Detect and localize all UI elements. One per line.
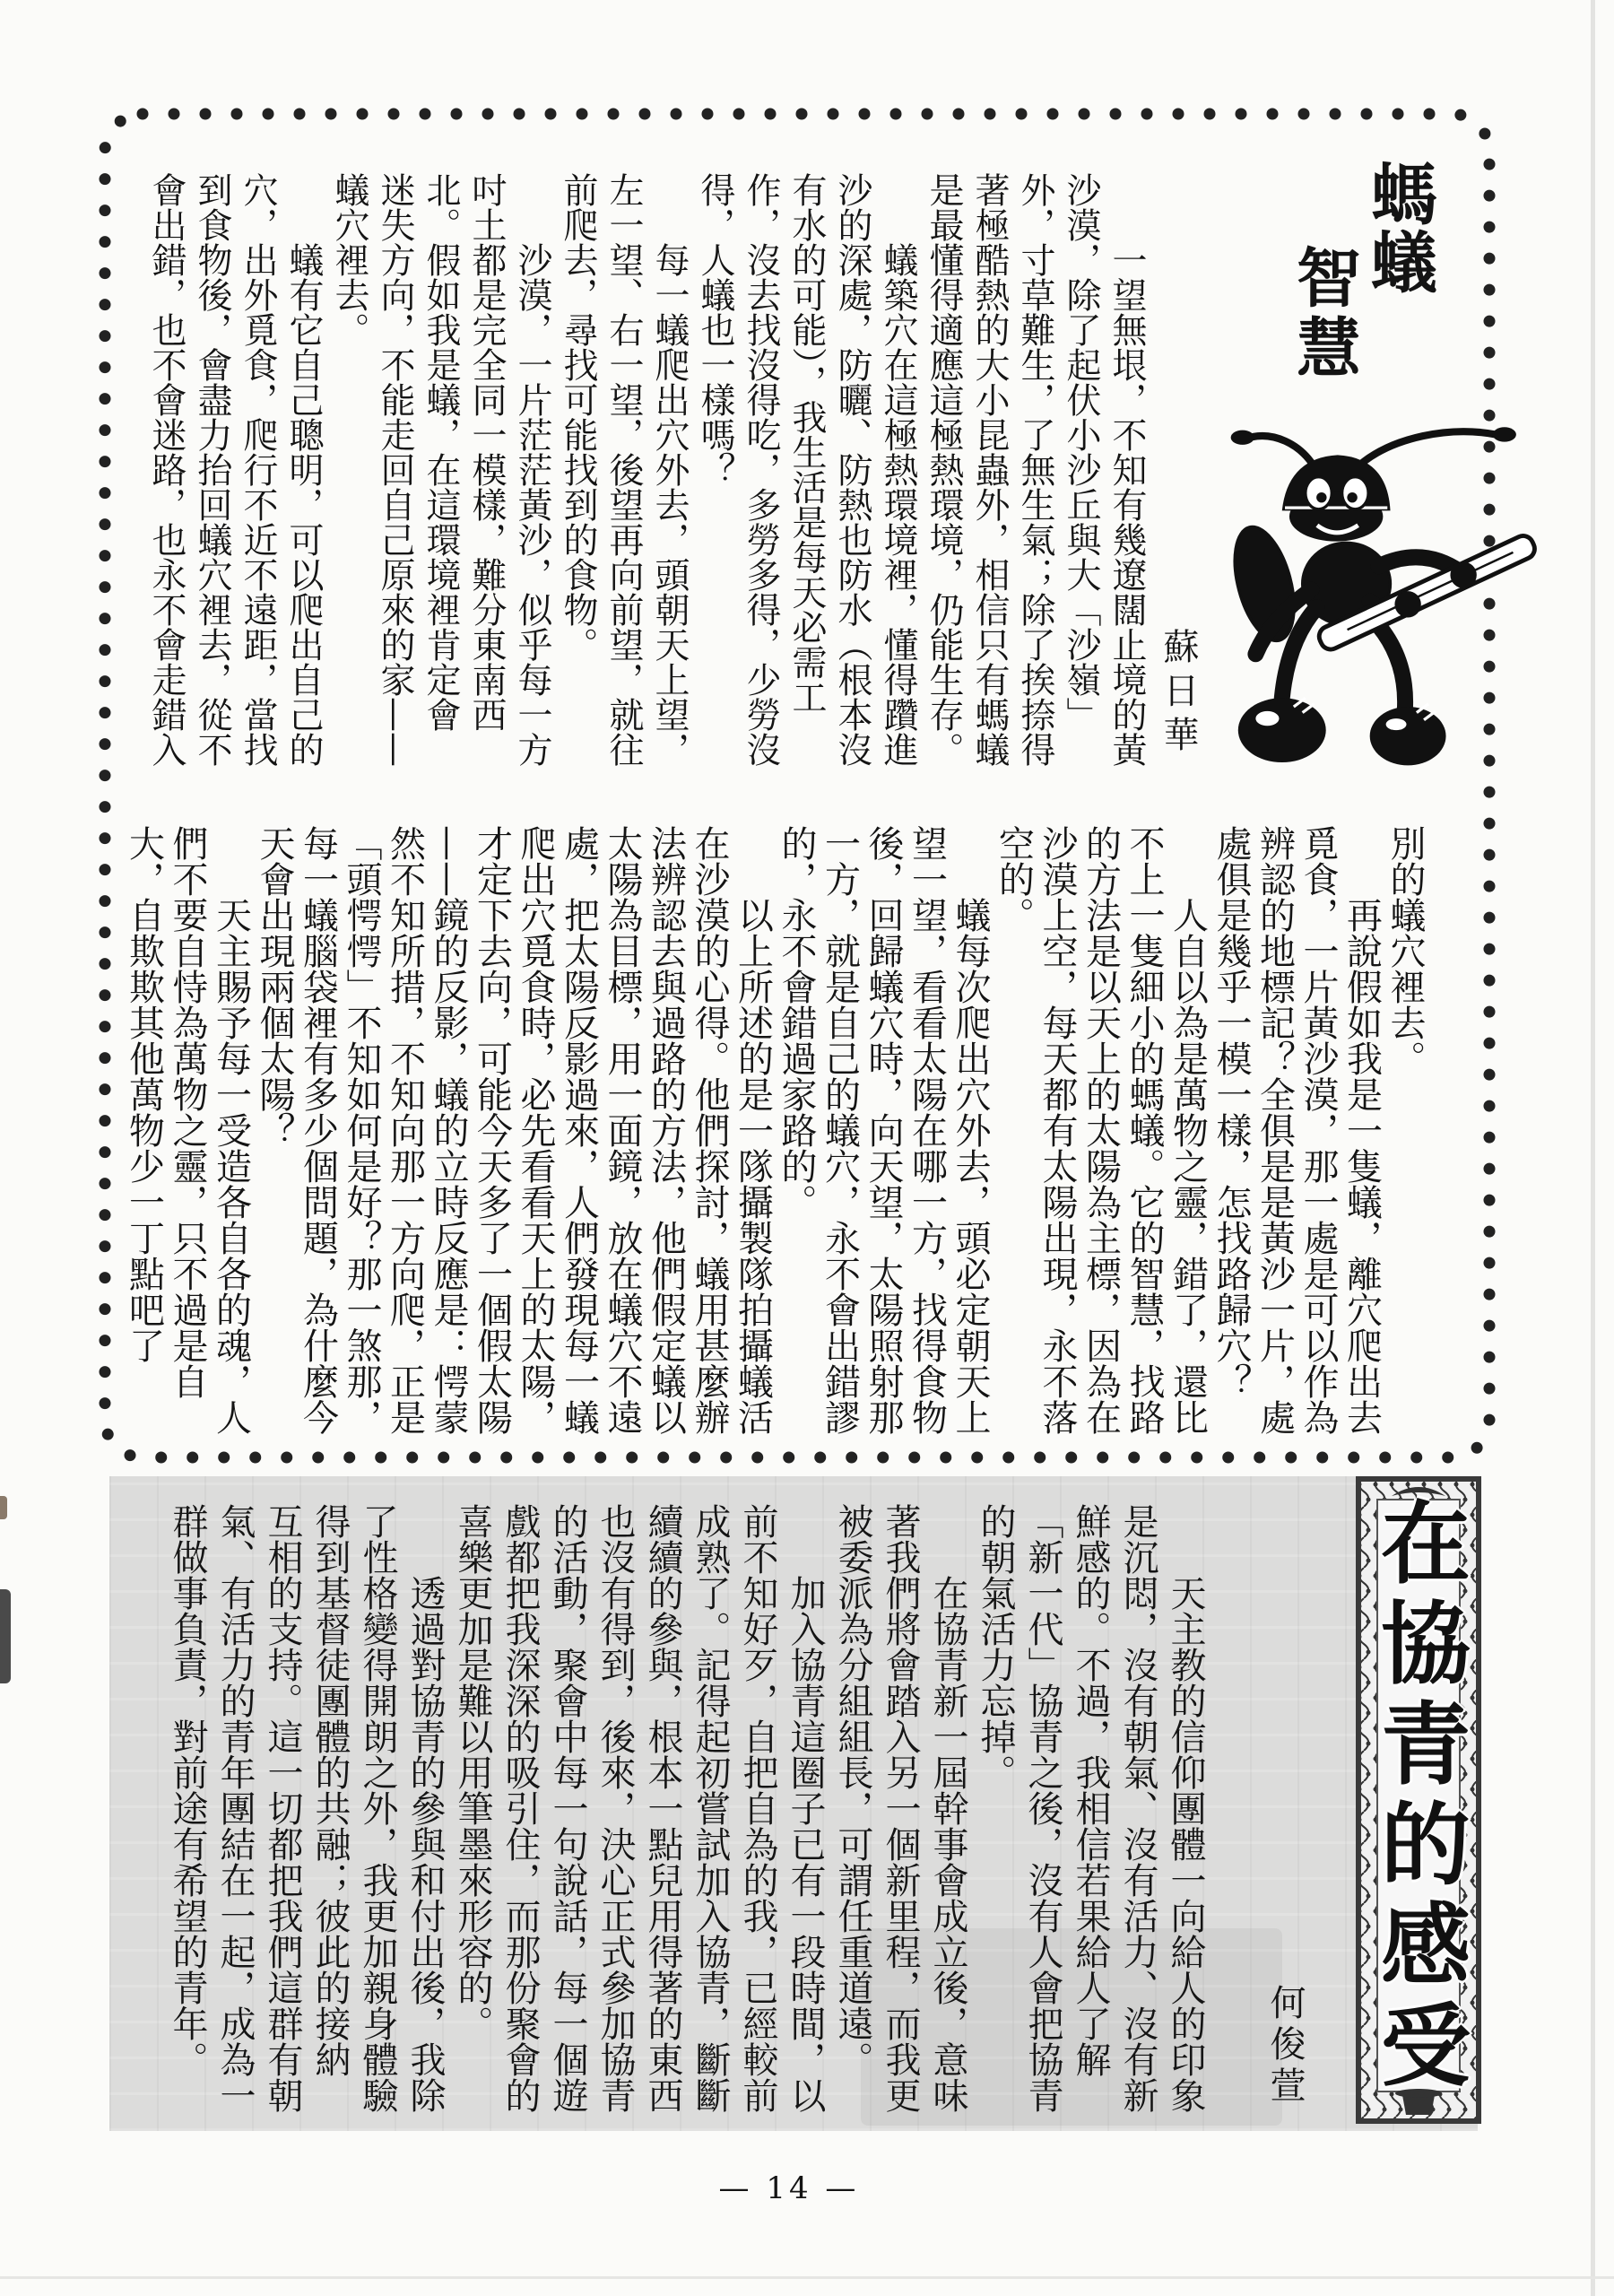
text-column: 一方，就是自己的蟻穴，永不會出錯謬 <box>819 825 861 1435</box>
text-column: 加入協青這圈子已有一段時間，以 <box>785 1503 826 2113</box>
text-column: 吋土都是完全同一模樣，難分東南西 <box>466 172 507 732</box>
text-column: 蟻穴裡去。 <box>329 172 369 347</box>
text-column: 別的蟻穴裡去。 <box>1384 825 1426 1076</box>
text-column: 作，沒去找沒得吃，多勞多得，少勞沒 <box>741 172 781 767</box>
text-column: 也沒有得到，後來，決心正式參加協青 <box>594 1503 636 2113</box>
text-column: 沙漠，一片茫茫黃沙，似乎每一方 <box>512 172 552 767</box>
article1-title-part1: 螞蟻 <box>1360 160 1437 296</box>
text-column: 蟻築穴在這極熱環境裡，懂得躦進 <box>878 172 918 767</box>
text-column: 才定下去向，可能今天多了一個假太陽 <box>471 825 513 1435</box>
ant-head <box>1282 455 1391 541</box>
text-column: 前爬去，尋找可能找到的食物。 <box>558 172 598 662</box>
text-column: 蟻有它自己聰明，可以爬出自己的 <box>283 172 324 767</box>
text-column: 「新一代」協青之後，沒有人會把協青 <box>1022 1503 1063 2113</box>
ant-shoes <box>1238 698 1446 765</box>
text-column: 被委派為分組組長，可謂任重道遠。 <box>832 1503 873 2077</box>
text-column: 到食物後，會盡力抬回蟻穴裡去，從不 <box>192 172 232 767</box>
text-column: 的活動，聚會中每一句說話，每一個遊 <box>547 1503 588 2113</box>
text-column: 再說假如我是一隻蟻，離穴爬出去 <box>1341 825 1383 1435</box>
text-column: 前不知好歹，自把自為的我，已經較前 <box>737 1503 778 2113</box>
text-column: 天主教的信仰團體一向給人的印象 <box>1165 1503 1206 2113</box>
text-column: 法辨認去與過路的方法，他們假定蟻以 <box>645 825 687 1435</box>
text-column: 一望無垠，不知有幾遼闊止境的黃 <box>1106 172 1147 767</box>
page-edge-bottom <box>0 2276 1614 2279</box>
article1-title-part2: 智慧 <box>1286 244 1362 384</box>
text-column: 互相的支持。這一切都把我們這群有朝 <box>262 1503 303 2113</box>
text-column: 穴，出外覓食，爬行不近不遠距，當找 <box>238 172 278 767</box>
text-column: 望一望，看看太陽在哪一方，找得食物 <box>906 825 948 1435</box>
text-column: 蟻每次爬出穴外去，頭必定朝天上 <box>950 825 991 1435</box>
text-column: 沙漠上空，每天都有太陽出現，永不落 <box>1037 825 1078 1435</box>
binding-mark <box>0 1589 11 1683</box>
article1-author: 蘇日華 <box>1158 628 1199 760</box>
text-column: 了性格變得開朗之外，我更加親身體驗 <box>357 1503 398 2113</box>
text-column: 大，自欺欺其他萬物少一丁點吧了 <box>123 825 165 1363</box>
ant-illustration <box>1229 420 1540 771</box>
text-column: 氣、有活力的青年團結在一起，成為一 <box>214 1503 256 2113</box>
article2-text <box>163 1503 1209 2131</box>
text-column: 爬出穴覓食時，必先看看天上的太陽， <box>515 825 556 1435</box>
text-column: 透過對協青的參與和付出後，我除 <box>404 1503 446 2113</box>
text-column: 沙的深處，防曬、防熱也防水（根本沒 <box>832 172 872 767</box>
text-column: 在沙漠的心得。他們探討，蟻用甚麼辦 <box>689 825 730 1435</box>
text-column: 處俱是幾乎一模一樣，怎找路歸穴？ <box>1210 825 1252 1399</box>
text-column: 續續的參與，根本一點兒用得著的東西 <box>642 1503 683 2113</box>
text-column: 是沉悶，沒有朝氣、沒有活力、沒有新 <box>1117 1503 1158 2113</box>
text-column: 成熟了。記得起初嘗試加入協青，斷斷 <box>690 1503 731 2113</box>
text-column: 外，寸草難生，了無生氣；除了挨捺得 <box>1015 172 1055 767</box>
text-column: 群做事負責，對前途有希望的青年。 <box>167 1503 208 2077</box>
text-column: 空的。 <box>993 825 1035 933</box>
text-column: 的朝氣活力忘掉。 <box>975 1503 1016 1790</box>
text-column: 會出錯，也不會迷路，也永不會走錯入 <box>146 172 187 767</box>
text-column: 辨認的地標記？全俱是是黃沙一片，處 <box>1254 825 1296 1435</box>
text-column: 的，永不會錯過家路的。 <box>776 825 817 1220</box>
text-column: 的方法是以天上的太陽為主標，因為在 <box>1080 825 1122 1435</box>
text-column: 覓食，一片黃沙漠，那一處是可以作為 <box>1297 825 1339 1435</box>
article1-lower-text <box>122 825 1427 1453</box>
text-column: 每一蟻腦袋裡有多少個問題，為什麼今 <box>297 825 339 1435</box>
text-column: ——鏡的反影，蟻的立時反應是：愕蒙 <box>428 825 469 1435</box>
page-number: — 14 — <box>718 2170 860 2206</box>
text-column: 喜樂更加是難以用筆墨來形容的。 <box>452 1503 493 2041</box>
text-column: 著我們將會踏入另一個新里程，而我更 <box>880 1503 921 2113</box>
article2-author: 何俊萱 <box>1264 1984 1306 2108</box>
text-column: 然不知所措，不知向那一方向爬，正是 <box>384 825 426 1435</box>
text-column: 人自以為是萬物之靈，錯了，還比 <box>1167 825 1209 1435</box>
text-column: 北。假如我是蟻，在這環境裡肯定會 <box>421 172 461 732</box>
article1-upper-text <box>143 172 1150 800</box>
text-column: 「頭愕愕」不知如何是好？那一煞那， <box>341 825 382 1435</box>
text-column: 是最懂得適應這極熱環境，仍能生存。 <box>924 172 964 767</box>
text-column: 沙漠，除了起伏小沙丘與大「沙嶺」 <box>1061 172 1101 732</box>
text-column: 得到基督徒團體的共融；彼此的接納 <box>309 1503 351 2077</box>
text-column: 不上一隻細小的螞蟻。它的智慧，找路 <box>1124 825 1165 1435</box>
article2-title: 在協青的感受 <box>1366 1496 1471 2099</box>
text-column: 太陽為目標，用一面鏡，放在蟻穴不遠 <box>602 825 643 1435</box>
text-column: 有水的可能），我生活是每天必需工 <box>786 172 827 715</box>
text-column: 後，回歸蟻穴時，向天望，太陽照射那 <box>863 825 904 1435</box>
text-column: 處，把太陽反影過來，人們發現每一蟻 <box>558 825 600 1435</box>
text-column: 以上所述的是一隊攝製隊拍攝蟻活 <box>732 825 774 1435</box>
text-column: 天會出現兩個太陽？ <box>254 825 295 1148</box>
text-column: 每一蟻爬出穴外去，頭朝天上望， <box>649 172 690 767</box>
text-column: 戲都把我深深的吸引住，而那份聚會的 <box>499 1503 541 2113</box>
text-column: 左一望、右一望，後望再向前望，就往 <box>603 172 644 767</box>
text-column: 得，人蟻也一樣嗎？ <box>695 172 735 487</box>
text-column: 迷失方向，不能走回自己原來的家—— <box>375 172 415 767</box>
text-column: 在協青新一屆幹事會成立後，意味 <box>927 1503 968 2113</box>
text-column: 鮮感的。不過，我相信若果給人了解 <box>1070 1503 1111 2077</box>
text-column: 著極酷熱的大小昆蟲外，相信只有螞蟻 <box>969 172 1010 767</box>
text-column: 們不要自恃為萬物之靈，只不過是自 <box>167 825 208 1399</box>
ant-antennae <box>1250 431 1496 466</box>
text-column: 天主賜予每一受造各自各的魂，人 <box>210 825 252 1435</box>
